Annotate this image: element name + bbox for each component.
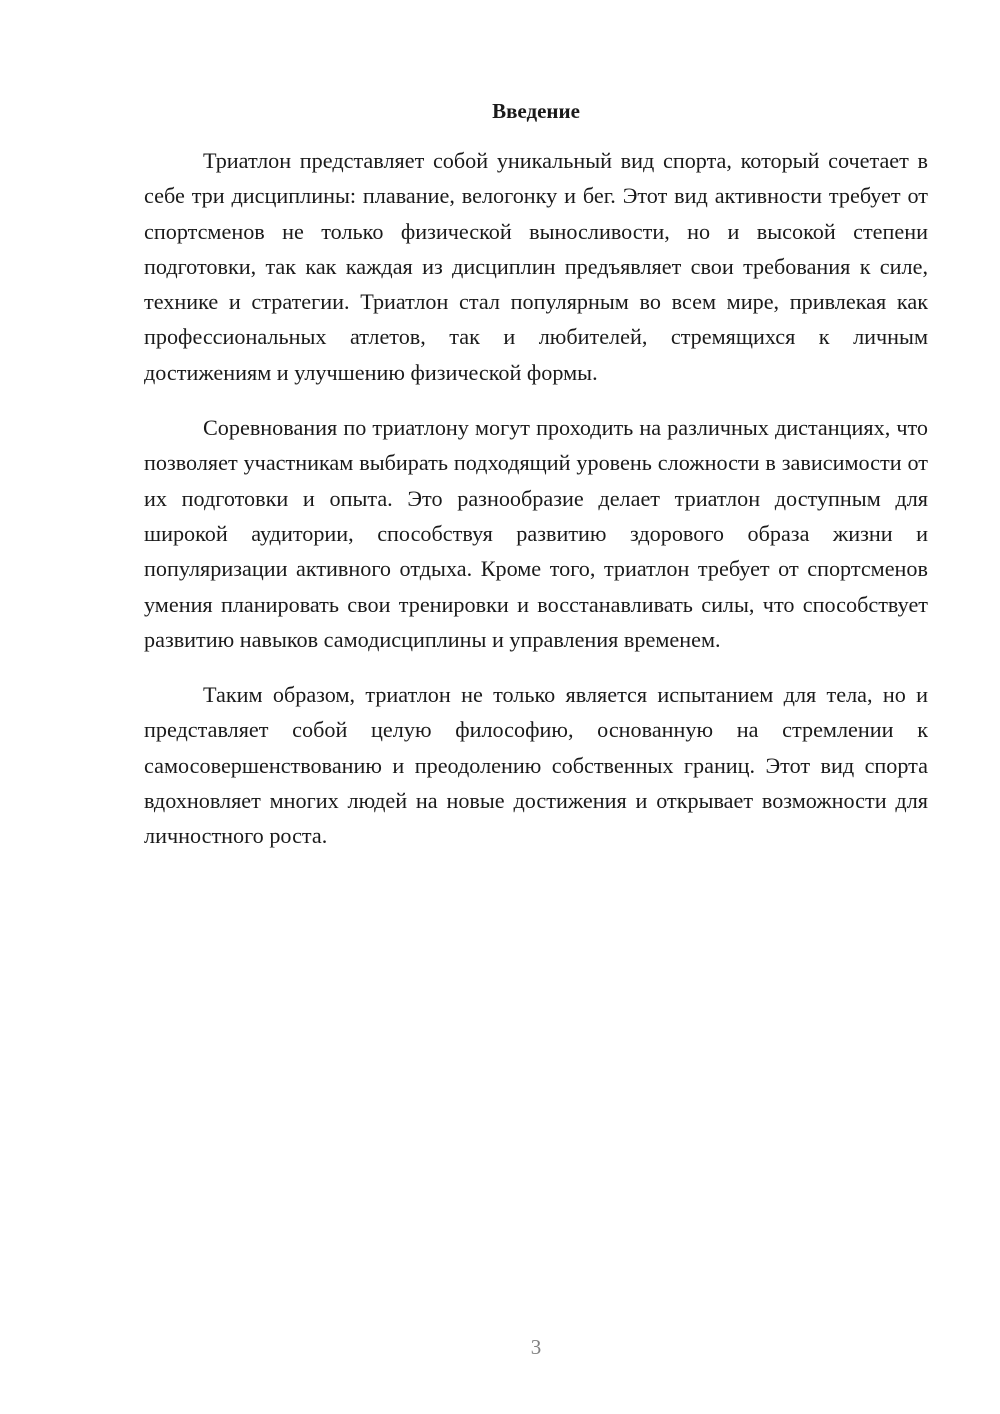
paragraph: Таким образом, триатлон не только является испытанием для тела, но и представляет собой целую философию, основанную на стремлении к самосовершенствованию и преодолению собственных границ. Этот вид спорта вдохновляет многих людей на новые достижения и открывает возможности для личностного роста.	[144, 682, 928, 849]
paragraph: Соревнования по триатлону могут проходить на различных дистанциях, что позволяет участникам выбирать подходящий уровень сложности в зависимости от их подготовки и опыта. Это разнообразие делает триатлон доступным для широкой аудитории, способствуя развитию здорового образа жизни и популяризации активного отдыха. Кроме того, триатлон требует от спортсменов умения планировать свои тренировки и восстанавливать силы, что способствует развитию навыков самодисциплины и управления временем.	[144, 415, 928, 652]
paragraph: Триатлон представляет собой уникальный вид спорта, который сочетает в себе три дисциплины: плавание, велогонку и бег. Этот вид активности требует от спортсменов не только физической выносливости, но и высокой степени подготовки, так как каждая из дисциплин предъявляет свои требования к силе, технике и стратегии. Триатлон стал популярным во всем мире, привлекая как профессиональных атлетов, так и любителей, стремящихся к личным достижениям и улучшению физической формы.	[144, 148, 928, 385]
section-heading: Введение	[492, 99, 580, 123]
body-text	[144, 143, 928, 874]
page-number: 3	[530, 1335, 542, 1359]
